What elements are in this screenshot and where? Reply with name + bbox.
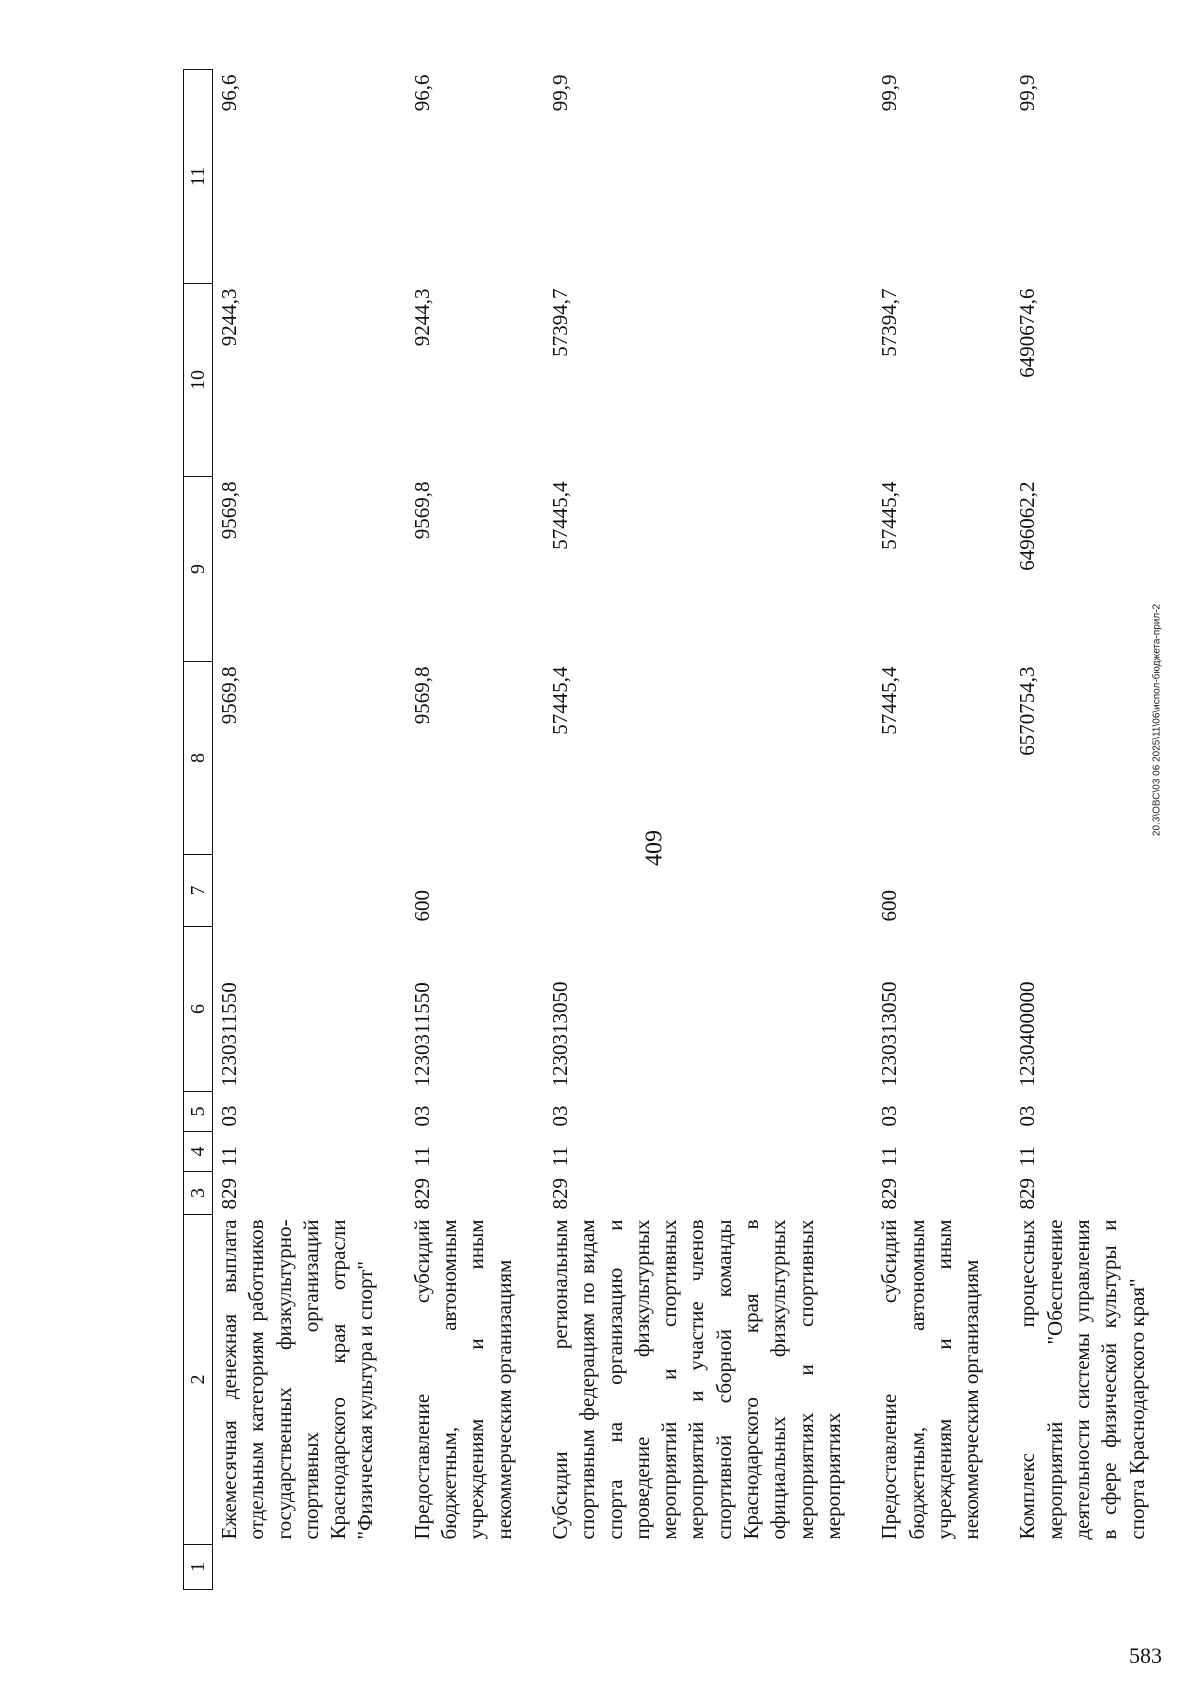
budget-table: [183, 69, 1177, 1590]
row-cell-col9: 6496062,2: [1015, 481, 1040, 571]
row-cell-col1: [544, 1545, 873, 1590]
page-number-top: 409: [641, 830, 668, 866]
row-cell-col5: 03: [1015, 1105, 1040, 1127]
row-cell-col4: 11: [547, 1146, 572, 1167]
row-cell-col1: [213, 1545, 406, 1590]
row-cell-col4: 11: [409, 1146, 434, 1167]
row-cell-col7: [213, 855, 406, 927]
table-row: [1011, 70, 1176, 1590]
row-cell-col8: 9569,8: [217, 666, 241, 725]
row-cell-col9: 9569,8: [409, 481, 434, 540]
table-row: [406, 70, 544, 1590]
column-header: 7: [184, 855, 213, 927]
row-description: Предоставление субсидий бюджетным, автономным учреждениям и иным некоммерческим организациям: [409, 1219, 516, 1540]
row-cell-col5: 03: [409, 1105, 434, 1127]
row-cell-col6: 1230313050: [547, 981, 572, 1087]
row-cell-col11: 99,9: [877, 74, 902, 112]
row-cell-col6: 1230313050: [877, 981, 902, 1087]
row-cell-col8: 9569,8: [409, 666, 434, 725]
row-cell-col11: 96,6: [409, 74, 434, 112]
row-cell-col10: 6490674,6: [1015, 288, 1040, 378]
row-cell-col3: 829: [409, 1178, 434, 1210]
row-cell-col3: 829: [217, 1178, 241, 1210]
column-header: 5: [184, 1092, 213, 1132]
row-cell-col4: 11: [1015, 1146, 1040, 1167]
column-header: 10: [184, 284, 213, 477]
column-header: 6: [184, 927, 213, 1092]
budget-table-container: [183, 70, 1200, 1590]
row-cell-col9: 57445,4: [877, 481, 902, 550]
row-cell-col8: 57445,4: [877, 666, 902, 735]
row-cell-col6: 1230311550: [217, 982, 241, 1087]
row-cell-col9: 57445,4: [547, 481, 572, 550]
row-cell-col10: 9244,3: [217, 288, 241, 347]
row-cell-col1: [873, 1545, 1011, 1590]
row-cell-col10: 9244,3: [409, 288, 434, 347]
page-number-bottom: 583: [1129, 1643, 1162, 1668]
row-description: Предоставление субсидий бюджетным, автономным учреждениям и иным некоммерческим организациям: [877, 1219, 984, 1540]
column-header: 11: [184, 70, 213, 284]
row-description: Ежемесячная денежная выплата отдельным категориям работников государственных физкультурно-спортивных организаций Краснодарского края отрасли "Физическая культура и спорт": [217, 1219, 378, 1540]
row-cell-col5: 03: [217, 1105, 241, 1127]
row-cell-col7: [544, 855, 873, 927]
row-cell-col4: 11: [217, 1146, 241, 1167]
column-header: 8: [184, 662, 213, 855]
row-cell-col10: 57394,7: [547, 288, 572, 357]
row-cell-col8: 57445,4: [547, 666, 572, 735]
row-cell-col7: 600: [409, 890, 434, 922]
row-cell-col10: 57394,7: [877, 288, 902, 357]
column-header: 3: [184, 1172, 213, 1215]
row-cell-col5: 03: [877, 1105, 902, 1127]
row-cell-col11: 96,6: [217, 74, 241, 112]
table-row: [544, 70, 873, 1590]
row-cell-col8: 6570754,3: [1015, 666, 1040, 756]
row-cell-col6: 1230400000: [1015, 981, 1040, 1087]
row-cell-col1: [1011, 1545, 1176, 1590]
row-cell-col5: 03: [547, 1105, 572, 1127]
row-cell-col4: 11: [877, 1146, 902, 1167]
row-cell-col11: 99,9: [1015, 74, 1040, 112]
document-footer-code: 20.3\ОВС\03 06 2025\11\06\испол-бюджета-прил-2: [1151, 603, 1163, 837]
row-cell-col9: 9569,8: [217, 481, 241, 540]
row-description: Комплекс процессных мероприятий "Обеспечение деятельности системы управления в сфере физической культуры и спорта Краснодарского края": [1015, 1219, 1149, 1540]
row-cell-col7: [1011, 855, 1176, 927]
table-header-row: [184, 70, 213, 1590]
column-header: 4: [184, 1132, 213, 1172]
column-header: 1: [184, 1545, 213, 1590]
row-cell-col3: 829: [547, 1178, 572, 1210]
table-row: [213, 70, 406, 1590]
row-cell-col11: 99,9: [547, 74, 572, 112]
column-header: 9: [184, 477, 213, 662]
row-cell-col7: 600: [877, 890, 902, 922]
row-cell-col6: 1230311550: [409, 982, 434, 1087]
table-row: [873, 70, 1011, 1590]
column-header: 2: [184, 1215, 213, 1545]
row-description: Субсидии региональным спортивным федерациям по видам спорта на организацию и проведение физкультурных мероприятий и спортивных мероприятий и участие членов спортивной сборной команды Краснодарского края в официальных физкультурных мероприятиях и спортивных мероприятиях: [547, 1219, 845, 1540]
row-cell-col3: 829: [1015, 1178, 1040, 1210]
row-cell-col3: 829: [877, 1178, 902, 1210]
row-cell-col1: [406, 1545, 544, 1590]
